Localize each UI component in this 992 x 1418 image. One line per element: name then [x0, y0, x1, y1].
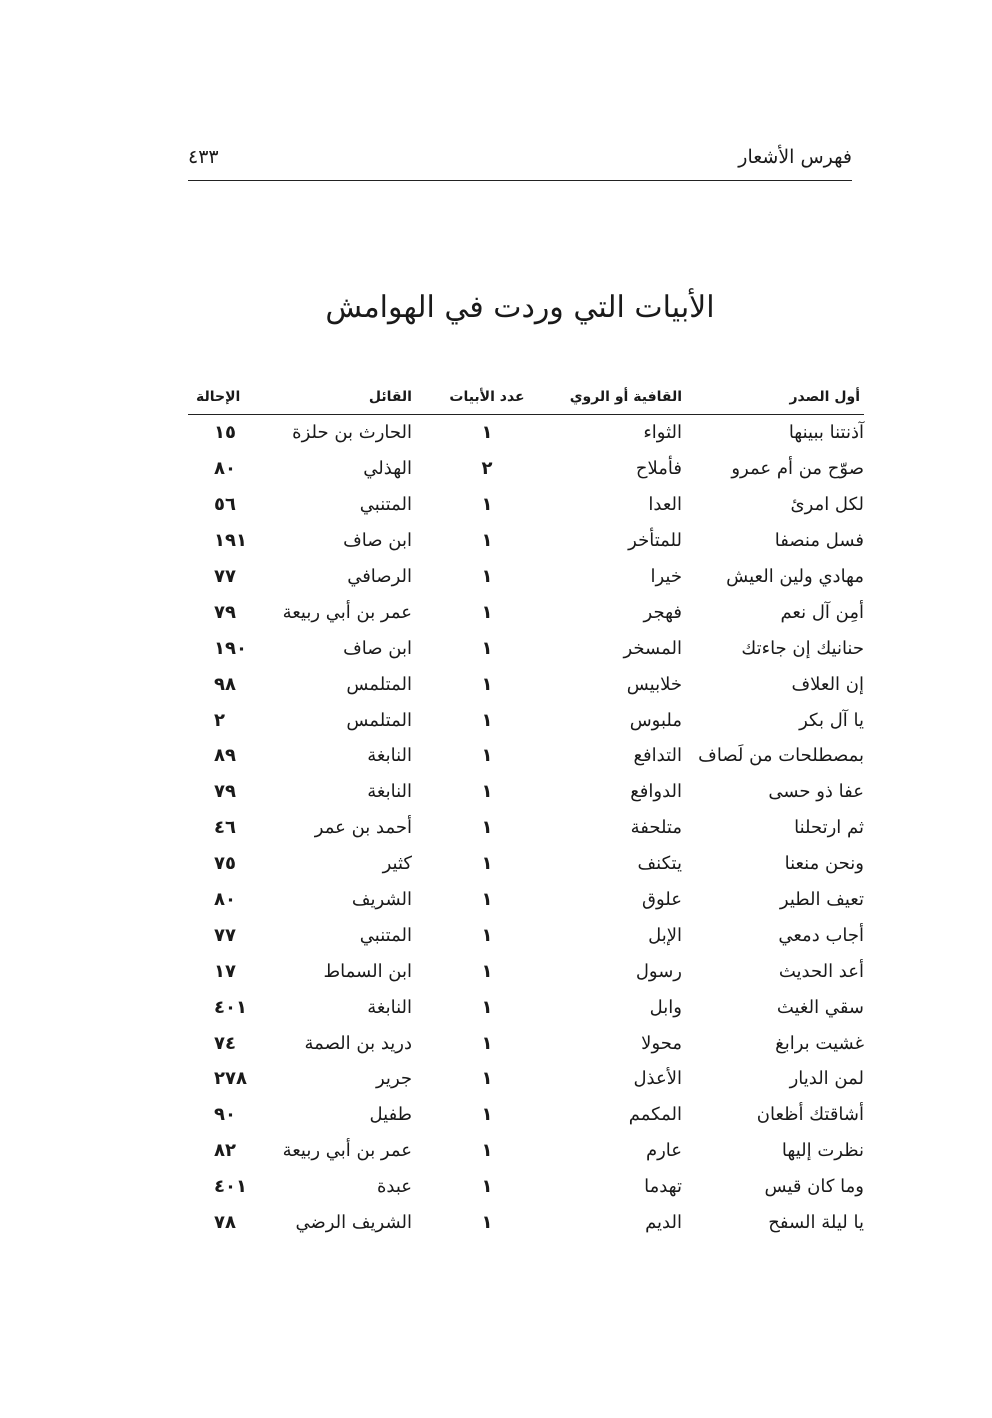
verse-opening: حنانيك إن جاءتك	[741, 637, 864, 659]
verse-count: ١	[481, 1104, 493, 1126]
page-reference: ٧٥	[214, 853, 236, 875]
verse-count: ١	[481, 889, 493, 911]
table-row	[188, 1133, 864, 1169]
rhyme-word: الإبل	[648, 924, 682, 946]
verse-opening: فسل منصفا	[774, 530, 864, 552]
verse-count: ١	[481, 960, 493, 982]
rhyme-word: خلابيس	[626, 673, 682, 695]
verse-count: ١	[481, 601, 493, 623]
table-row	[188, 989, 864, 1025]
verse-opening: غشيت برابغ	[775, 1032, 864, 1054]
verse-opening: يا آل بكر	[799, 709, 864, 731]
table-row	[188, 630, 864, 666]
rhyme-word: الأعذل	[633, 1068, 682, 1090]
rhyme-word: الثواء	[643, 422, 682, 444]
verse-opening: لمن الديار	[789, 1068, 864, 1090]
verse-count: ١	[481, 1032, 493, 1054]
poet-name: النابغة	[367, 781, 412, 803]
page-title: الأبيات التي وردت في الهوامش	[325, 290, 715, 325]
running-header	[188, 146, 852, 181]
verse-count: ١	[481, 1068, 493, 1090]
page-reference: ٨٢	[214, 1140, 236, 1162]
poet-name: كثير	[382, 853, 412, 875]
verse-opening: بمصطلحات من لَصاف	[698, 745, 864, 767]
verse-count: ١	[481, 1140, 493, 1162]
page-reference: ٧٧	[214, 566, 236, 587]
table-row	[188, 702, 864, 738]
poet-name: أحمد بن عمر	[314, 817, 412, 839]
rhyme-word: رسول	[635, 960, 682, 982]
page-reference: ١٩١	[214, 530, 247, 552]
page-reference: ٧٩	[214, 601, 236, 623]
page-reference: ٧٨	[214, 1212, 236, 1234]
poet-name: عمر بن أبي ربيعة	[282, 601, 412, 623]
verse-opening: يا ليلة السفح	[768, 1212, 864, 1234]
page-reference: ٢	[214, 709, 225, 731]
page-reference: ١٥	[214, 422, 236, 444]
page-reference: ٩٨	[214, 673, 236, 695]
page-reference: ١٩٠	[214, 637, 247, 659]
poet-name: المتنبي	[359, 494, 412, 516]
verse-count: ١	[481, 566, 493, 587]
table-row	[188, 810, 864, 846]
verse-count: ١	[481, 781, 493, 803]
page-reference: ٧٩	[214, 781, 236, 803]
verse-opening: مهادي ولين العيش	[726, 566, 864, 587]
verse-count: ١	[481, 924, 493, 946]
verse-opening: أشاقتك أظعان	[756, 1104, 864, 1126]
table-row	[188, 594, 864, 630]
table-row	[188, 559, 864, 595]
verse-count: ١	[481, 745, 493, 767]
verse-opening: تعيف الطير	[779, 889, 864, 911]
page-number: ٤٣٣	[188, 146, 219, 168]
poet-name: ابن صاف	[343, 530, 412, 552]
table-row	[188, 666, 864, 702]
page-reference: ٩٠	[214, 1104, 236, 1126]
column-header-count: عدد الأبيات	[412, 380, 562, 415]
poet-name: ابن السماط	[323, 960, 412, 982]
table-row	[188, 882, 864, 918]
page-reference: ٤٠١	[214, 996, 247, 1018]
table-row	[188, 1025, 864, 1061]
column-header-poet: القائل	[272, 380, 412, 415]
table-header-row	[188, 380, 864, 415]
page-reference: ٢٧٨	[214, 1068, 247, 1090]
verse-count: ١	[481, 530, 493, 552]
column-header-reference: الإحالة	[188, 380, 272, 415]
verse-count: ١	[481, 637, 493, 659]
table-row	[188, 774, 864, 810]
poet-name: المتلمس	[346, 673, 412, 695]
verse-count: ٢	[481, 458, 493, 480]
poet-name: الحارث بن حلزة	[292, 422, 412, 444]
verse-count: ١	[481, 422, 493, 444]
verse-count: ١	[481, 996, 493, 1018]
section-title: فهرس الأشعار	[738, 146, 852, 168]
page-reference: ٨٠	[214, 889, 236, 911]
rhyme-word: المسخر	[623, 637, 682, 659]
rhyme-word: المكمم	[628, 1104, 682, 1126]
page-reference: ٨٠	[214, 458, 236, 480]
poet-name: ابن صاف	[343, 637, 412, 659]
page-reference: ٧٤	[214, 1032, 236, 1054]
table-row	[188, 1205, 864, 1241]
verse-count: ١	[481, 1212, 493, 1234]
page-reference: ٥٦	[214, 494, 236, 516]
poet-name: طفيل	[369, 1104, 412, 1126]
verse-count: ١	[481, 709, 493, 731]
rhyme-word: يتكنف	[637, 853, 682, 875]
rhyme-word: الديم	[645, 1212, 682, 1234]
verses-index-table	[188, 380, 864, 1240]
verse-opening: وما كان قيس	[764, 1176, 864, 1198]
rhyme-word: العدا	[648, 494, 682, 516]
rhyme-word: فأملاح	[635, 458, 682, 480]
table-row	[188, 953, 864, 989]
poet-name: جرير	[376, 1068, 412, 1090]
verse-opening: عفا ذو حسى	[768, 781, 864, 803]
page-reference: ١٧	[214, 960, 236, 982]
rhyme-word: للمتأخر	[628, 530, 682, 552]
verse-opening: آذنتنا ببينها	[788, 422, 864, 444]
rhyme-word: علوق	[642, 889, 682, 911]
poet-name: المتنبي	[359, 924, 412, 946]
table-row	[188, 738, 864, 774]
poet-name: دريد بن الصمة	[304, 1032, 412, 1054]
rhyme-word: متلحفة	[630, 817, 682, 839]
table-row	[188, 1097, 864, 1133]
column-header-rhyme: القافية أو الروي	[562, 380, 682, 415]
poet-name: المتلمس	[346, 709, 412, 731]
table-row	[188, 917, 864, 953]
table-row	[188, 1169, 864, 1205]
verse-opening: سقي الغيث	[776, 996, 864, 1018]
verse-count: ١	[481, 853, 493, 875]
verse-count: ١	[481, 494, 493, 516]
table-row	[188, 846, 864, 882]
verse-count: ١	[481, 673, 493, 695]
verse-opening: ثم ارتحلنا	[794, 817, 864, 839]
rhyme-word: فهجر	[643, 601, 682, 623]
poet-name: النابغة	[367, 745, 412, 767]
verse-opening: أمِن آل نعم	[780, 601, 864, 623]
rhyme-word: وابل	[649, 996, 682, 1018]
verse-opening: لكل امرئ	[790, 494, 864, 516]
column-header-opening: أول الصدر	[682, 380, 864, 415]
verse-opening: نظرت إليها	[781, 1140, 864, 1162]
page-reference: ٧٧	[214, 924, 236, 946]
rhyme-word: محولا	[641, 1032, 682, 1054]
verse-count: ١	[481, 817, 493, 839]
poet-name: الشريف	[351, 889, 412, 911]
page-reference: ٤٠١	[214, 1176, 247, 1198]
rhyme-word: خيرا	[650, 566, 682, 587]
poet-name: الهذلي	[363, 458, 412, 480]
rhyme-word: تهدما	[644, 1176, 682, 1198]
verse-opening: أعد الحديث	[778, 960, 864, 982]
table-row	[188, 1061, 864, 1097]
verse-opening: أجاب دمعي	[778, 924, 864, 946]
page-reference: ٤٦	[214, 817, 236, 839]
rhyme-word: التدافع	[633, 745, 682, 767]
poet-name: النابغة	[367, 996, 412, 1018]
rhyme-word: ملبوس	[629, 709, 682, 731]
verse-opening: صوّح من أم عمرو	[731, 458, 864, 480]
poet-name: الرصافي	[347, 566, 412, 587]
page-reference: ٨٩	[214, 745, 236, 767]
table-row	[188, 415, 864, 451]
table-row	[188, 523, 864, 559]
poet-name: عبدة	[376, 1176, 412, 1198]
rhyme-word: الدوافع	[630, 781, 682, 803]
table-row	[188, 487, 864, 523]
rhyme-word: عارم	[645, 1140, 682, 1162]
verse-opening: إن العلاف	[791, 673, 864, 695]
poet-name: الشريف الرضي	[295, 1212, 412, 1234]
verse-opening: ونحن منعنا	[784, 853, 864, 875]
table-row	[188, 451, 864, 487]
verse-count: ١	[481, 1176, 493, 1198]
table-body	[188, 415, 864, 1241]
poet-name: عمر بن أبي ربيعة	[282, 1140, 412, 1162]
